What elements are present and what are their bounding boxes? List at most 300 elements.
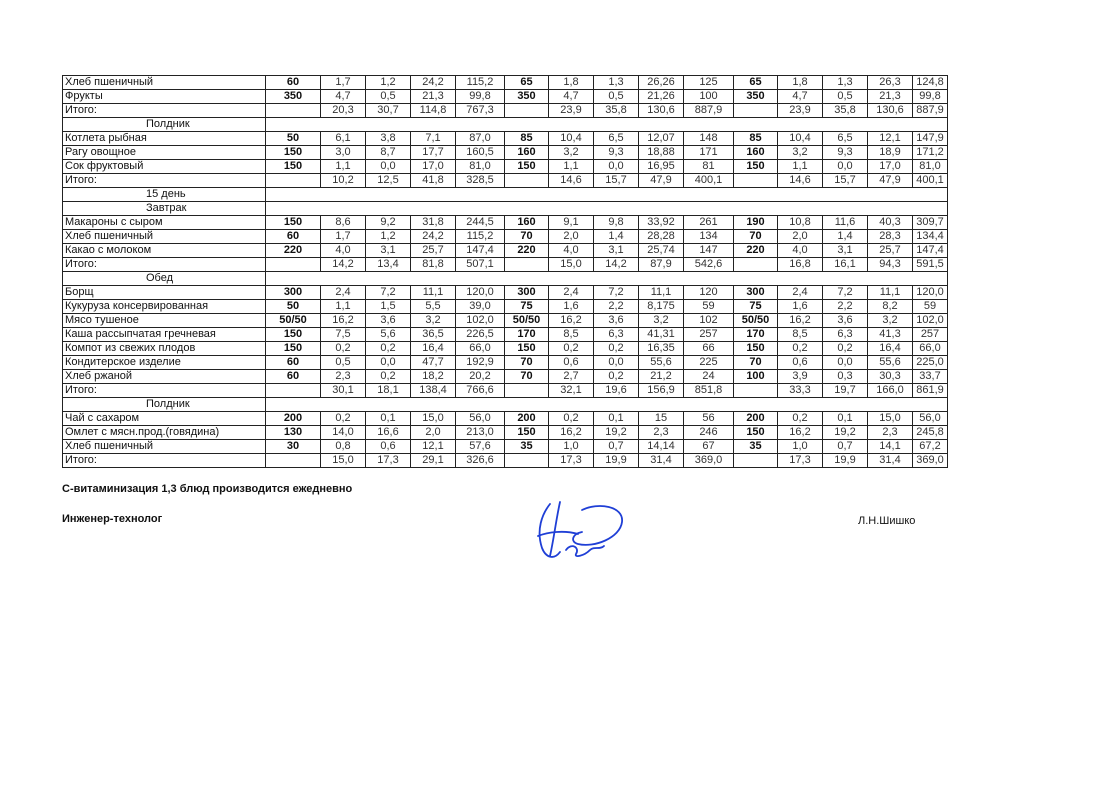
nutrition-value-cell: 887,9 (913, 104, 948, 118)
portion-weight-cell (734, 258, 778, 272)
dish-row (63, 426, 948, 440)
nutrition-value-cell: 0,0 (366, 356, 411, 370)
nutrition-value-cell: 6,3 (823, 328, 868, 342)
portion-weight-cell: 65 (505, 76, 549, 90)
portion-weight-cell: 300 (505, 286, 549, 300)
dish-name: Кукуруза консервированная (63, 300, 266, 314)
nutrition-value-cell: 21,2 (639, 370, 684, 384)
portion-weight-cell (266, 384, 321, 398)
nutrition-value-cell: 18,88 (639, 146, 684, 160)
nutrition-value-cell: 14,1 (868, 440, 913, 454)
nutrition-value-cell: 9,3 (594, 146, 639, 160)
nutrition-value-cell: 400,1 (913, 174, 948, 188)
nutrition-value-cell: 15,0 (868, 412, 913, 426)
portion-weight-cell (505, 104, 549, 118)
nutrition-value-cell: 40,3 (868, 216, 913, 230)
nutrition-value-cell: 36,5 (411, 328, 456, 342)
nutrition-value-cell: 2,3 (639, 426, 684, 440)
nutrition-value-cell: 0,2 (823, 342, 868, 356)
nutrition-value-cell: 130,6 (639, 104, 684, 118)
dish-row (63, 440, 948, 454)
nutrition-value-cell: 9,2 (366, 216, 411, 230)
nutrition-value-cell: 28,28 (639, 230, 684, 244)
portion-weight-cell: 160 (505, 216, 549, 230)
nutrition-value-cell: 31,4 (868, 454, 913, 468)
dish-name: Борщ (63, 286, 266, 300)
nutrition-value-cell: 3,1 (823, 244, 868, 258)
nutrition-value-cell: 0,2 (778, 412, 823, 426)
total-row (63, 258, 948, 272)
nutrition-value-cell: 66,0 (456, 342, 505, 356)
nutrition-value-cell: 16,4 (868, 342, 913, 356)
nutrition-value-cell: 24,2 (411, 230, 456, 244)
nutrition-value-cell: 31,4 (639, 454, 684, 468)
section-row (63, 272, 948, 286)
nutrition-value-cell: 14,0 (321, 426, 366, 440)
section-label: 15 день (266, 188, 948, 202)
nutrition-value-cell: 15,0 (549, 258, 594, 272)
nutrition-value-cell: 33,7 (913, 370, 948, 384)
nutrition-value-cell: 160,5 (456, 146, 505, 160)
portion-weight-cell: 150 (266, 160, 321, 174)
nutrition-value-cell: 3,2 (868, 314, 913, 328)
nutrition-value-cell: 147,4 (456, 244, 505, 258)
nutrition-value-cell: 41,3 (868, 328, 913, 342)
portion-weight-cell: 75 (505, 300, 549, 314)
portion-weight-cell: 170 (505, 328, 549, 342)
nutrition-value-cell: 21,26 (639, 90, 684, 104)
dish-row (63, 230, 948, 244)
total-label: Итого: (63, 104, 266, 118)
portion-weight-cell: 200 (505, 412, 549, 426)
nutrition-value-cell: 2,3 (868, 426, 913, 440)
section-label: Завтрак (266, 202, 948, 216)
nutrition-value-cell: 1,8 (549, 76, 594, 90)
nutrition-value-cell: 4,0 (549, 244, 594, 258)
portion-weight-cell: 70 (505, 370, 549, 384)
nutrition-value-cell: 17,3 (549, 454, 594, 468)
portion-weight-cell: 35 (734, 440, 778, 454)
nutrition-value-cell: 24 (684, 370, 734, 384)
nutrition-value-cell: 14,14 (639, 440, 684, 454)
nutrition-value-cell: 134,4 (913, 230, 948, 244)
nutrition-value-cell: 17,0 (868, 160, 913, 174)
nutrition-value-cell: 0,2 (549, 412, 594, 426)
nutrition-value-cell: 1,6 (549, 300, 594, 314)
nutrition-value-cell: 9,3 (823, 146, 868, 160)
nutrition-value-cell: 0,1 (823, 412, 868, 426)
dish-name: Макароны с сыром (63, 216, 266, 230)
nutrition-value-cell: 31,8 (411, 216, 456, 230)
section-label: Полдник (266, 398, 948, 412)
nutrition-value-cell: 3,1 (594, 244, 639, 258)
nutrition-value-cell: 6,3 (594, 328, 639, 342)
nutrition-value-cell: 0,5 (594, 90, 639, 104)
nutrition-value-cell: 7,2 (823, 286, 868, 300)
dish-name: Мясо тушеное (63, 314, 266, 328)
portion-weight-cell: 75 (734, 300, 778, 314)
nutrition-value-cell: 591,5 (913, 258, 948, 272)
nutrition-value-cell: 1,1 (321, 160, 366, 174)
dish-name: Чай с сахаром (63, 412, 266, 426)
nutrition-value-cell: 148 (684, 132, 734, 146)
nutrition-value-cell: 17,7 (411, 146, 456, 160)
nutrition-value-cell: 102,0 (456, 314, 505, 328)
total-label: Итого: (63, 384, 266, 398)
nutrition-value-cell: 6,5 (823, 132, 868, 146)
nutrition-value-cell: 1,5 (366, 300, 411, 314)
nutrition-value-cell: 147,4 (913, 244, 948, 258)
nutrition-value-cell: 0,5 (366, 90, 411, 104)
nutrition-value-cell: 100 (684, 90, 734, 104)
nutrition-value-cell: 16,2 (321, 314, 366, 328)
nutrition-value-cell: 120,0 (456, 286, 505, 300)
nutrition-value-cell: 17,3 (366, 454, 411, 468)
portion-weight-cell: 200 (266, 412, 321, 426)
nutrition-value-cell: 25,7 (868, 244, 913, 258)
nutrition-value-cell: 166,0 (868, 384, 913, 398)
nutrition-value-cell: 59 (913, 300, 948, 314)
nutrition-value-cell: 19,2 (594, 426, 639, 440)
dish-row (63, 244, 948, 258)
nutrition-value-cell: 767,3 (456, 104, 505, 118)
nutrition-value-cell: 8,7 (366, 146, 411, 160)
nutrition-value-cell: 15,0 (411, 412, 456, 426)
nutrition-value-cell: 0,6 (778, 356, 823, 370)
nutrition-value-cell: 1,1 (778, 160, 823, 174)
dish-row (63, 412, 948, 426)
nutrition-value-cell: 1,4 (594, 230, 639, 244)
nutrition-value-cell: 115,2 (456, 76, 505, 90)
nutrition-value-cell: 41,31 (639, 328, 684, 342)
nutrition-value-cell: 0,2 (549, 342, 594, 356)
nutrition-value-cell: 138,4 (411, 384, 456, 398)
nutrition-value-cell: 3,2 (778, 146, 823, 160)
dish-row (63, 286, 948, 300)
nutrition-value-cell: 8,175 (639, 300, 684, 314)
nutrition-value-cell: 33,3 (778, 384, 823, 398)
nutrition-value-cell: 12,07 (639, 132, 684, 146)
nutrition-value-cell: 9,1 (549, 216, 594, 230)
nutrition-value-cell: 28,3 (868, 230, 913, 244)
nutrition-value-cell: 2,0 (411, 426, 456, 440)
nutrition-value-cell: 7,5 (321, 328, 366, 342)
nutrition-value-cell: 6,5 (594, 132, 639, 146)
nutrition-value-cell: 0,1 (594, 412, 639, 426)
nutrition-value-cell: 309,7 (913, 216, 948, 230)
nutrition-value-cell: 26,26 (639, 76, 684, 90)
portion-weight-cell: 70 (734, 356, 778, 370)
nutrition-value-cell: 171,2 (913, 146, 948, 160)
nutrition-value-cell: 400,1 (684, 174, 734, 188)
portion-weight-cell: 150 (266, 146, 321, 160)
portion-weight-cell: 65 (734, 76, 778, 90)
nutrition-value-cell: 147,9 (913, 132, 948, 146)
dish-row (63, 370, 948, 384)
portion-weight-cell: 350 (734, 90, 778, 104)
dish-name: Фрукты (63, 90, 266, 104)
portion-weight-cell: 35 (505, 440, 549, 454)
nutrition-value-cell: 0,3 (823, 370, 868, 384)
nutrition-value-cell: 16,95 (639, 160, 684, 174)
nutrition-value-cell: 47,7 (411, 356, 456, 370)
nutrition-value-cell: 19,9 (823, 454, 868, 468)
nutrition-value-cell: 171 (684, 146, 734, 160)
nutrition-value-cell: 12,1 (868, 132, 913, 146)
nutrition-value-cell: 41,8 (411, 174, 456, 188)
nutrition-value-cell: 246 (684, 426, 734, 440)
nutrition-value-cell: 328,5 (456, 174, 505, 188)
dish-row (63, 146, 948, 160)
portion-weight-cell: 60 (266, 230, 321, 244)
nutrition-value-cell: 542,6 (684, 258, 734, 272)
nutrition-value-cell: 1,2 (366, 230, 411, 244)
nutrition-value-cell: 156,9 (639, 384, 684, 398)
nutrition-value-cell: 56,0 (913, 412, 948, 426)
dish-row (63, 300, 948, 314)
nutrition-value-cell: 226,5 (456, 328, 505, 342)
nutrition-value-cell: 261 (684, 216, 734, 230)
nutrition-value-cell: 3,2 (639, 314, 684, 328)
nutrition-value-cell: 11,1 (411, 286, 456, 300)
portion-weight-cell: 220 (734, 244, 778, 258)
nutrition-value-cell: 130,6 (868, 104, 913, 118)
portion-weight-cell: 190 (734, 216, 778, 230)
nutrition-value-cell: 14,6 (778, 174, 823, 188)
portion-weight-cell (505, 384, 549, 398)
nutrition-value-cell: 2,4 (321, 286, 366, 300)
nutrition-value-cell: 8,2 (868, 300, 913, 314)
nutrition-value-cell: 2,0 (549, 230, 594, 244)
nutrition-value-cell: 32,1 (549, 384, 594, 398)
nutrition-value-cell: 114,8 (411, 104, 456, 118)
nutrition-value-cell: 33,92 (639, 216, 684, 230)
portion-weight-cell: 85 (734, 132, 778, 146)
nutrition-value-cell: 35,8 (594, 104, 639, 118)
nutrition-value-cell: 47,9 (639, 174, 684, 188)
nutrition-value-cell: 30,7 (366, 104, 411, 118)
nutrition-value-cell: 0,0 (823, 160, 868, 174)
nutrition-value-cell: 15,7 (594, 174, 639, 188)
nutrition-value-cell: 10,2 (321, 174, 366, 188)
nutrition-value-cell: 1,6 (778, 300, 823, 314)
section-label: Полдник (266, 118, 948, 132)
nutrition-value-cell: 102,0 (913, 314, 948, 328)
nutrition-value-cell: 19,9 (594, 454, 639, 468)
nutrition-value-cell: 244,5 (456, 216, 505, 230)
nutrition-value-cell: 16,2 (778, 314, 823, 328)
nutrition-value-cell: 2,4 (549, 286, 594, 300)
nutrition-value-cell: 0,2 (321, 342, 366, 356)
nutrition-value-cell: 67,2 (913, 440, 948, 454)
nutrition-value-cell: 147 (684, 244, 734, 258)
total-row (63, 174, 948, 188)
nutrition-value-cell: 1,7 (321, 76, 366, 90)
nutrition-value-cell: 81,0 (913, 160, 948, 174)
nutrition-value-cell: 2,4 (778, 286, 823, 300)
section-label: Обед (266, 272, 948, 286)
nutrition-value-cell: 26,3 (868, 76, 913, 90)
nutrition-value-cell: 56 (684, 412, 734, 426)
portion-weight-cell: 150 (505, 160, 549, 174)
nutrition-value-cell: 0,0 (594, 356, 639, 370)
nutrition-value-cell: 120,0 (913, 286, 948, 300)
total-row (63, 454, 948, 468)
nutrition-value-cell: 15,7 (823, 174, 868, 188)
nutrition-value-cell: 1,3 (823, 76, 868, 90)
total-label: Итого: (63, 258, 266, 272)
portion-weight-cell: 130 (266, 426, 321, 440)
dish-name: Компот из свежих плодов (63, 342, 266, 356)
nutrition-value-cell: 0,2 (594, 370, 639, 384)
portion-weight-cell: 70 (734, 230, 778, 244)
nutrition-value-cell: 1,7 (321, 230, 366, 244)
nutrition-value-cell: 369,0 (913, 454, 948, 468)
portion-weight-cell: 50/50 (734, 314, 778, 328)
total-label: Итого: (63, 174, 266, 188)
nutrition-value-cell: 0,5 (823, 90, 868, 104)
nutrition-value-cell: 851,8 (684, 384, 734, 398)
nutrition-value-cell: 8,5 (778, 328, 823, 342)
nutrition-value-cell: 5,6 (366, 328, 411, 342)
portion-weight-cell: 60 (266, 356, 321, 370)
portion-weight-cell (734, 174, 778, 188)
nutrition-value-cell: 0,2 (366, 342, 411, 356)
nutrition-value-cell: 1,4 (823, 230, 868, 244)
nutrition-value-cell: 94,3 (868, 258, 913, 272)
nutrition-value-cell: 3,2 (549, 146, 594, 160)
nutrition-value-cell: 5,5 (411, 300, 456, 314)
nutrition-value-cell: 17,3 (778, 454, 823, 468)
section-row (63, 202, 948, 216)
nutrition-value-cell: 81,0 (456, 160, 505, 174)
nutrition-value-cell: 25,74 (639, 244, 684, 258)
portion-weight-cell: 30 (266, 440, 321, 454)
nutrition-value-cell: 18,2 (411, 370, 456, 384)
nutrition-value-cell: 1,2 (366, 76, 411, 90)
portion-weight-cell: 50/50 (505, 314, 549, 328)
nutrition-value-cell: 257 (913, 328, 948, 342)
nutrition-value-cell: 0,1 (366, 412, 411, 426)
dish-name: Омлет с мясн.прод.(говядина) (63, 426, 266, 440)
total-row (63, 384, 948, 398)
nutrition-value-cell: 20,3 (321, 104, 366, 118)
nutrition-value-cell: 225 (684, 356, 734, 370)
nutrition-value-cell: 1,0 (778, 440, 823, 454)
dish-name: Рагу овощное (63, 146, 266, 160)
portion-weight-cell: 220 (266, 244, 321, 258)
nutrition-value-cell: 134 (684, 230, 734, 244)
nutrition-value-cell: 4,7 (321, 90, 366, 104)
portion-weight-cell (266, 104, 321, 118)
nutrition-value-cell: 0,6 (549, 356, 594, 370)
portion-weight-cell: 70 (505, 356, 549, 370)
nutrition-value-cell: 0,2 (321, 412, 366, 426)
role-label: Инженер-технолог (62, 513, 163, 525)
dish-row (63, 216, 948, 230)
nutrition-value-cell: 99,8 (456, 90, 505, 104)
nutrition-value-cell: 0,2 (366, 370, 411, 384)
nutrition-value-cell: 16,1 (823, 258, 868, 272)
nutrition-value-cell: 8,6 (321, 216, 366, 230)
nutrition-value-cell: 87,0 (456, 132, 505, 146)
nutrition-value-cell: 102 (684, 314, 734, 328)
nutrition-value-cell: 99,8 (913, 90, 948, 104)
nutrition-value-cell: 87,9 (639, 258, 684, 272)
nutrition-value-cell: 0,8 (321, 440, 366, 454)
nutrition-value-cell: 3,1 (366, 244, 411, 258)
dish-row (63, 90, 948, 104)
signer-name: Л.Н.Шишко (858, 515, 916, 527)
nutrition-value-cell: 4,0 (778, 244, 823, 258)
nutrition-value-cell: 1,1 (549, 160, 594, 174)
nutrition-value-cell: 6,1 (321, 132, 366, 146)
nutrition-value-cell: 10,4 (778, 132, 823, 146)
portion-weight-cell: 100 (734, 370, 778, 384)
nutrition-value-cell: 29,1 (411, 454, 456, 468)
nutrition-value-cell: 19,7 (823, 384, 868, 398)
nutrition-value-cell: 25,7 (411, 244, 456, 258)
menu-table (62, 75, 948, 468)
nutrition-value-cell: 0,2 (778, 342, 823, 356)
nutrition-value-cell: 59 (684, 300, 734, 314)
dish-name: Хлеб пшеничный (63, 76, 266, 90)
nutrition-value-cell: 3,0 (321, 146, 366, 160)
nutrition-value-cell: 7,1 (411, 132, 456, 146)
total-label: Итого: (63, 454, 266, 468)
portion-weight-cell: 150 (505, 426, 549, 440)
portion-weight-cell: 220 (505, 244, 549, 258)
nutrition-value-cell: 1,0 (549, 440, 594, 454)
nutrition-value-cell: 7,2 (366, 286, 411, 300)
nutrition-value-cell: 0,7 (594, 440, 639, 454)
nutrition-value-cell: 11,6 (823, 216, 868, 230)
nutrition-value-cell: 0,6 (366, 440, 411, 454)
nutrition-value-cell: 56,0 (456, 412, 505, 426)
portion-weight-cell: 300 (266, 286, 321, 300)
portion-weight-cell: 150 (734, 342, 778, 356)
portion-weight-cell (266, 454, 321, 468)
dish-name: Хлеб пшеничный (63, 230, 266, 244)
nutrition-value-cell: 81 (684, 160, 734, 174)
nutrition-value-cell: 861,9 (913, 384, 948, 398)
nutrition-value-cell: 3,6 (366, 314, 411, 328)
nutrition-value-cell: 369,0 (684, 454, 734, 468)
nutrition-value-cell: 21,3 (868, 90, 913, 104)
nutrition-value-cell: 507,1 (456, 258, 505, 272)
portion-weight-cell (734, 104, 778, 118)
portion-weight-cell: 350 (266, 90, 321, 104)
nutrition-value-cell: 66,0 (913, 342, 948, 356)
nutrition-value-cell: 213,0 (456, 426, 505, 440)
nutrition-value-cell: 55,6 (639, 356, 684, 370)
dish-row (63, 356, 948, 370)
dish-row (63, 342, 948, 356)
nutrition-value-cell: 0,2 (594, 342, 639, 356)
dish-row (63, 328, 948, 342)
nutrition-value-cell: 192,9 (456, 356, 505, 370)
nutrition-value-cell: 887,9 (684, 104, 734, 118)
portion-weight-cell (505, 258, 549, 272)
nutrition-value-cell: 21,3 (411, 90, 456, 104)
portion-weight-cell: 50 (266, 300, 321, 314)
portion-weight-cell (734, 454, 778, 468)
portion-weight-cell: 200 (734, 412, 778, 426)
nutrition-value-cell: 125 (684, 76, 734, 90)
nutrition-value-cell: 1,1 (321, 300, 366, 314)
nutrition-value-cell: 115,2 (456, 230, 505, 244)
nutrition-value-cell: 15 (639, 412, 684, 426)
